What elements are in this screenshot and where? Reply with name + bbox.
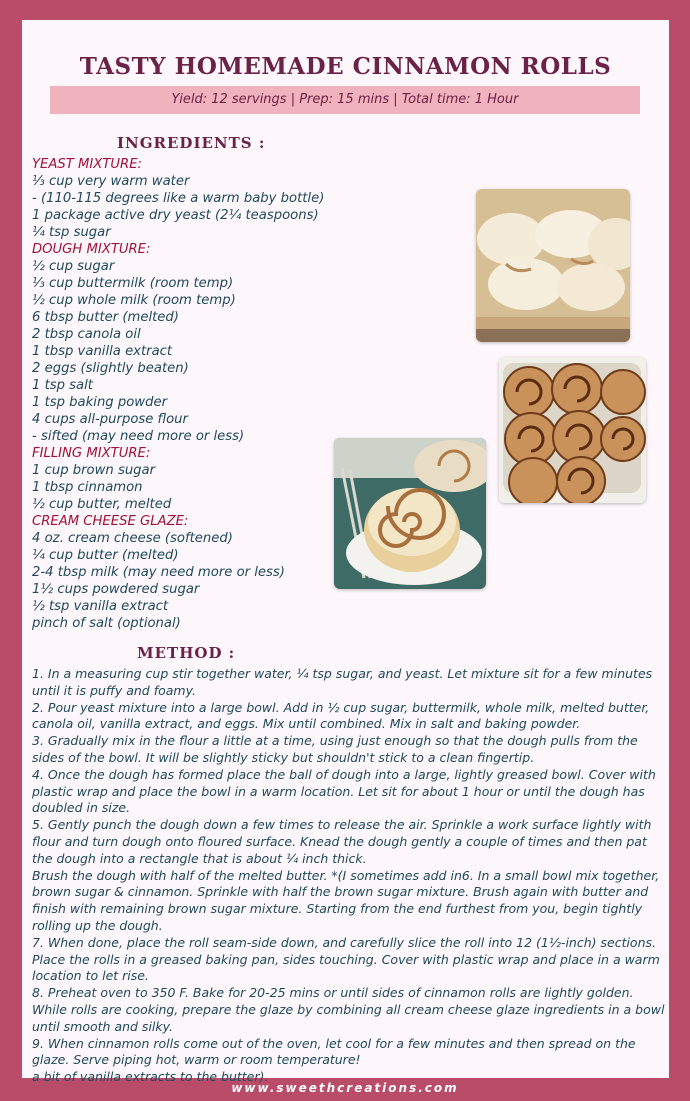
ingredient-item: ½ cup sugar bbox=[32, 259, 115, 274]
method-step: 4. Once the dough has formed place the ball of dough into a large, lightly greased bowl. Cover with plastic wrap and place the bowl in a warm location. Let sit for about 1 hour or until the dough has doubled in size. bbox=[32, 766, 656, 816]
ingredients-list bbox=[32, 156, 352, 632]
ingredients-heading: INGREDIENTS : bbox=[117, 134, 266, 152]
ingredient-subheading: YEAST MIXTURE: bbox=[32, 157, 142, 172]
method-step: 5. Gently punch the dough down a few times to release the air. Sprinkle a work surface lightly with flour and turn dough onto floured surface. Knead the dough gently a couple of times and then pat the dough into a rectangle that is about ¼ inch thick. bbox=[32, 817, 652, 866]
ingredient-item: 1 tsp baking powder bbox=[32, 395, 167, 410]
recipe-card bbox=[22, 20, 669, 1085]
single-roll-plate-photo bbox=[334, 438, 486, 589]
ingredient-item: ½ tsp vanilla extract bbox=[32, 599, 169, 614]
ingredient-subheading: DOUGH MIXTURE: bbox=[32, 242, 151, 257]
yield-banner: Yield: 12 servings | Prep: 15 mins | Total time: 1 Hour bbox=[50, 86, 640, 114]
method-step: 9. When cinnamon rolls come out of the oven, let cool for a few minutes and then spread on the glaze. Serve piping hot, warm or room temperature! bbox=[32, 1035, 636, 1068]
ingredient-item: 1 tbsp vanilla extract bbox=[32, 344, 173, 359]
ingredient-item: 2-4 tbsp milk (may need more or less) bbox=[32, 565, 285, 580]
glazed-rolls-pan-photo bbox=[476, 189, 630, 342]
ingredient-item: ¼ cup butter (melted) bbox=[32, 548, 179, 563]
ingredient-item: ⅓ cup buttermilk (room temp) bbox=[32, 276, 234, 291]
ingredient-item: 1 package active dry yeast (2¼ teaspoons) bbox=[32, 208, 319, 223]
method-step: 7. When done, place the roll seam-side down, and carefully slice the roll into 12 (1½-inch) sections. Place the rolls in a greased baking pan, sides touching. Cover with plastic wrap and place in a warm location to let rise. bbox=[32, 934, 660, 984]
ingredient-item: 1½ cups powdered sugar bbox=[32, 582, 200, 597]
ingredient-item: ½ cup butter, melted bbox=[32, 497, 172, 512]
ingredient-item: 4 oz. cream cheese (softened) bbox=[32, 531, 233, 546]
method-step: 1. In a measuring cup stir together water, ¼ tsp sugar, and yeast. Let mixture sit for a few minutes until it is puffy and foamy. bbox=[32, 666, 653, 698]
ingredient-item: pinch of salt (optional) bbox=[32, 616, 181, 631]
method-step: 2. Pour yeast mixture into a large bowl. Add in ½ cup sugar, buttermilk, whole milk, melted butter, canola oil, vanilla extract, and eggs. Mix until combined. Mix in salt and baking powder. bbox=[32, 699, 650, 732]
ingredient-item: 2 eggs (slightly beaten) bbox=[32, 361, 189, 376]
ingredient-subheading: FILLING MIXTURE: bbox=[32, 446, 151, 461]
method-step: a bit of vanilla extracts to the butter). bbox=[32, 1069, 269, 1085]
method-step: Brush the dough with half of the melted butter. *(I sometimes add in6. In a small bowl mix together, brown sugar & cinnamon. Sprinkle with half the brown sugar mixture. Brush again with butter and finish with remaining brown sugar mixture. Starting from the end furthest from you, begin tightly rolling up the dough. bbox=[32, 867, 660, 933]
ingredient-item: ¼ tsp sugar bbox=[32, 225, 111, 240]
ingredient-item: ½ cup whole milk (room temp) bbox=[32, 293, 236, 308]
ingredient-item: 4 cups all-purpose flour bbox=[32, 412, 188, 427]
baked-rolls-dish-photo bbox=[499, 357, 646, 503]
method-step: 8. Preheat oven to 350 F. Bake for 20-25 mins or until sides of cinnamon rolls are lightly golden. While rolls are cooking, prepare the glaze by combining all cream cheese glaze ingredients in a bowl until smooth and silky. bbox=[32, 985, 665, 1034]
method-heading: METHOD : bbox=[137, 644, 236, 662]
ingredient-item: - sifted (may need more or less) bbox=[32, 429, 245, 444]
recipe-title: TASTY HOMEMADE CINNAMON ROLLS bbox=[79, 53, 612, 80]
ingredient-item: 1 cup brown sugar bbox=[32, 463, 156, 478]
ingredient-item: 2 tbsp canola oil bbox=[32, 327, 141, 342]
ingredient-item: 6 tbsp butter (melted) bbox=[32, 310, 179, 325]
method-step: 3. Gradually mix in the flour a little at a time, using just enough so that the dough pulls from the sides of the bowl. It will be slightly sticky but shouldn't stick to a clean fingertip. bbox=[32, 733, 638, 765]
ingredient-item: 1 tsp salt bbox=[32, 378, 93, 393]
method-list bbox=[32, 666, 666, 1086]
ingredient-item: ⅓ cup very warm water bbox=[32, 174, 190, 189]
ingredient-subheading: CREAM CHEESE GLAZE: bbox=[32, 514, 189, 529]
ingredient-item: - (110-115 degrees like a warm baby bottle) bbox=[32, 191, 325, 206]
ingredient-item: 1 tbsp cinnamon bbox=[32, 480, 143, 495]
footer-website[interactable]: www.sweethcreations.com bbox=[231, 1081, 459, 1095]
